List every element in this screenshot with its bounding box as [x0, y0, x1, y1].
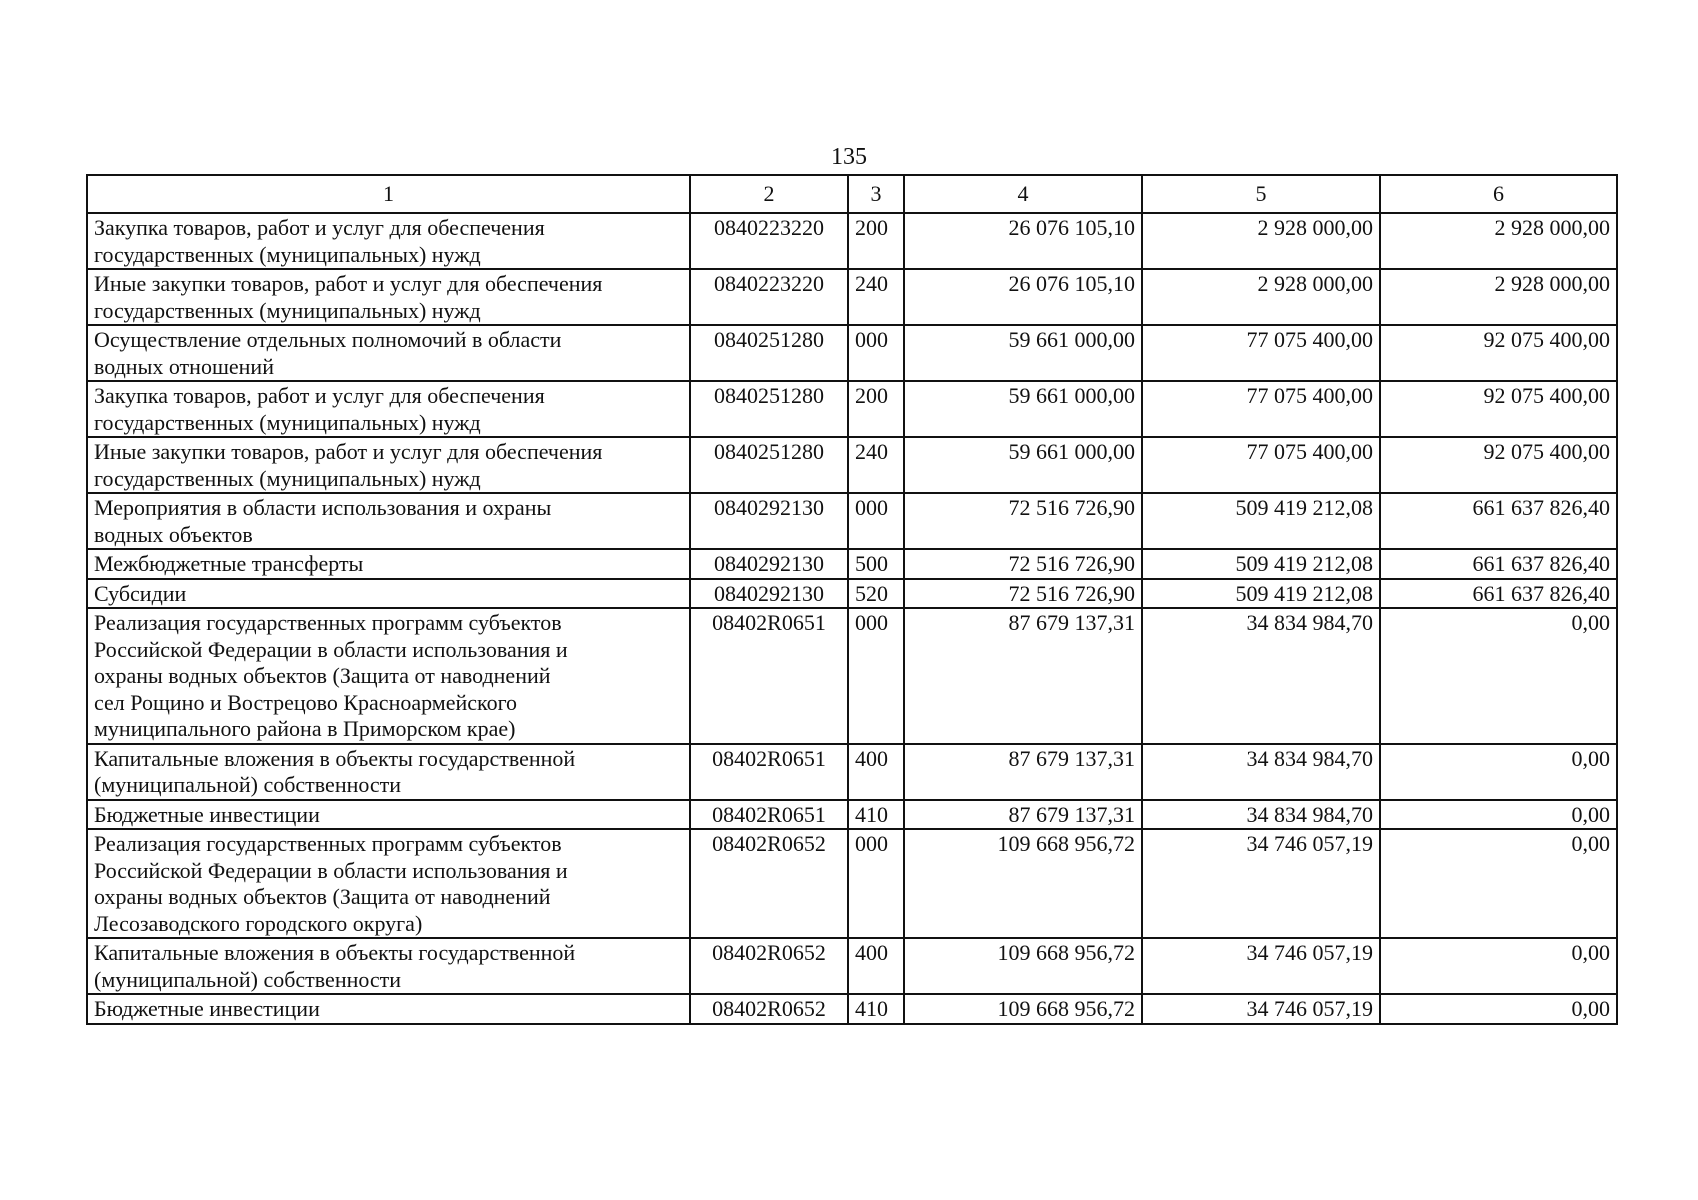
row-description: [87, 938, 690, 994]
table-row: [87, 800, 1617, 830]
description-line: Бюджетные инвестиции: [94, 996, 320, 1021]
table-row: [87, 579, 1617, 609]
description-line: государственных (муниципальных) нужд: [94, 465, 481, 491]
description-line: (муниципальной) собственности: [94, 772, 402, 797]
expense-type-code: 400: [848, 744, 904, 800]
table-row: [87, 381, 1617, 437]
amount-col-4: 26 076 105,10: [904, 269, 1142, 325]
row-description: [87, 381, 690, 437]
amount-col-6: 0,00: [1380, 829, 1617, 938]
amount-col-4: 109 668 956,72: [904, 994, 1142, 1024]
amount-col-6: 0,00: [1380, 608, 1617, 744]
description-line: государственных (муниципальных) нужд: [94, 297, 481, 323]
target-article-code: 0840251280: [690, 437, 848, 493]
amount-col-5: 509 419 212,08: [1142, 579, 1380, 609]
row-description: [87, 744, 690, 800]
expense-type-code: 000: [848, 325, 904, 381]
amount-col-4: 87 679 137,31: [904, 744, 1142, 800]
amount-col-6: 2 928 000,00: [1380, 213, 1617, 269]
expense-type-code: 000: [848, 829, 904, 938]
target-article-code: 0840223220: [690, 269, 848, 325]
expense-type-code: 240: [848, 269, 904, 325]
description-line: Иные закупки товаров, работ и услуг для обеспечения: [94, 271, 603, 296]
target-article-code: 0840292130: [690, 549, 848, 579]
row-description: [87, 829, 690, 938]
column-header: 5: [1142, 175, 1380, 213]
row-description: [87, 213, 690, 269]
amount-col-6: 661 637 826,40: [1380, 549, 1617, 579]
amount-col-4: 87 679 137,31: [904, 800, 1142, 830]
amount-col-5: 2 928 000,00: [1142, 269, 1380, 325]
amount-col-5: 34 746 057,19: [1142, 994, 1380, 1024]
table-row: [87, 437, 1617, 493]
row-description: [87, 994, 690, 1024]
table-row: [87, 269, 1617, 325]
target-article-code: 0840223220: [690, 213, 848, 269]
description-line: сел Рощино и Вострецово Красноармейского: [94, 689, 518, 715]
expense-type-code: 520: [848, 579, 904, 609]
table-body: [87, 213, 1617, 1024]
description-line: Российской Федерации в области использования и: [94, 636, 568, 662]
description-line: муниципального района в Приморском крае): [94, 716, 516, 741]
description-line: Закупка товаров, работ и услуг для обеспечения: [94, 383, 545, 408]
amount-col-5: 77 075 400,00: [1142, 437, 1380, 493]
description-line: Иные закупки товаров, работ и услуг для обеспечения: [94, 439, 603, 464]
description-line: охраны водных объектов (Защита от наводнений: [94, 884, 551, 909]
amount-col-6: 2 928 000,00: [1380, 269, 1617, 325]
page-number: 135: [831, 144, 867, 170]
amount-col-5: 77 075 400,00: [1142, 381, 1380, 437]
amount-col-6: 0,00: [1380, 800, 1617, 830]
description-line: Бюджетные инвестиции: [94, 801, 320, 827]
row-description: [87, 549, 690, 579]
description-line: Российской Федерации в области использования и: [94, 857, 568, 883]
amount-col-6: 92 075 400,00: [1380, 437, 1617, 493]
table-row: [87, 549, 1617, 579]
description-line: государственных (муниципальных) нужд: [94, 241, 481, 267]
amount-col-6: 92 075 400,00: [1380, 325, 1617, 381]
amount-col-5: 2 928 000,00: [1142, 213, 1380, 269]
row-description: [87, 579, 690, 609]
row-description: [87, 437, 690, 493]
description-line: Осуществление отдельных полномочий в области: [94, 327, 562, 352]
expense-type-code: 000: [848, 608, 904, 744]
description-line: Закупка товаров, работ и услуг для обеспечения: [94, 215, 545, 240]
amount-col-5: 34 834 984,70: [1142, 800, 1380, 830]
row-description: [87, 608, 690, 744]
description-line: Реализация государственных программ субъектов: [94, 831, 562, 856]
amount-col-6: 0,00: [1380, 938, 1617, 994]
description-line: Мероприятия в области использования и охраны: [94, 495, 552, 520]
description-line: водных отношений: [94, 353, 274, 379]
table-row: [87, 213, 1617, 269]
table-row: [87, 325, 1617, 381]
column-header: 2: [690, 175, 848, 213]
description-line: Межбюджетные трансферты: [94, 551, 364, 576]
column-header: 4: [904, 175, 1142, 213]
target-article-code: 0840292130: [690, 579, 848, 609]
amount-col-4: 59 661 000,00: [904, 437, 1142, 493]
expense-type-code: 410: [848, 994, 904, 1024]
amount-col-4: 59 661 000,00: [904, 381, 1142, 437]
description-line: охраны водных объектов (Защита от наводнений: [94, 663, 551, 688]
expense-type-code: 400: [848, 938, 904, 994]
column-header: 3: [848, 175, 904, 213]
amount-col-5: 34 746 057,19: [1142, 829, 1380, 938]
description-line: (муниципальной) собственности: [94, 966, 402, 992]
target-article-code: 08402R0652: [690, 829, 848, 938]
budget-table: [86, 174, 1618, 1025]
amount-col-5: 34 746 057,19: [1142, 938, 1380, 994]
table-row: [87, 493, 1617, 549]
amount-col-4: 72 516 726,90: [904, 549, 1142, 579]
row-description: [87, 325, 690, 381]
column-header: 6: [1380, 175, 1617, 213]
expense-type-code: 410: [848, 800, 904, 830]
row-description: [87, 269, 690, 325]
target-article-code: 0840292130: [690, 493, 848, 549]
table-row: [87, 829, 1617, 938]
expense-type-code: 200: [848, 381, 904, 437]
description-line: Капитальные вложения в объекты государственной: [94, 940, 576, 965]
amount-col-5: 509 419 212,08: [1142, 549, 1380, 579]
target-article-code: 08402R0652: [690, 938, 848, 994]
target-article-code: 08402R0651: [690, 608, 848, 744]
amount-col-4: 59 661 000,00: [904, 325, 1142, 381]
table-row: [87, 608, 1617, 744]
expense-type-code: 000: [848, 493, 904, 549]
amount-col-4: 26 076 105,10: [904, 213, 1142, 269]
description-line: Субсидии: [94, 580, 187, 606]
table-row: [87, 938, 1617, 994]
amount-col-5: 77 075 400,00: [1142, 325, 1380, 381]
amount-col-4: 87 679 137,31: [904, 608, 1142, 744]
description-line: водных объектов: [94, 521, 253, 547]
expense-type-code: 500: [848, 549, 904, 579]
amount-col-4: 72 516 726,90: [904, 579, 1142, 609]
target-article-code: 0840251280: [690, 325, 848, 381]
description-line: Лесозаводского городского округа): [94, 910, 423, 936]
amount-col-5: 34 834 984,70: [1142, 744, 1380, 800]
target-article-code: 0840251280: [690, 381, 848, 437]
target-article-code: 08402R0652: [690, 994, 848, 1024]
table-row: [87, 994, 1617, 1024]
expense-type-code: 200: [848, 213, 904, 269]
amount-col-6: 92 075 400,00: [1380, 381, 1617, 437]
amount-col-6: 0,00: [1380, 744, 1617, 800]
row-description: [87, 493, 690, 549]
description-line: Реализация государственных программ субъектов: [94, 610, 562, 635]
amount-col-6: 661 637 826,40: [1380, 579, 1617, 609]
amount-col-6: 661 637 826,40: [1380, 493, 1617, 549]
description-line: государственных (муниципальных) нужд: [94, 409, 481, 435]
target-article-code: 08402R0651: [690, 800, 848, 830]
amount-col-5: 509 419 212,08: [1142, 493, 1380, 549]
amount-col-5: 34 834 984,70: [1142, 608, 1380, 744]
table-header-row: [87, 175, 1617, 213]
amount-col-6: 0,00: [1380, 994, 1617, 1024]
expense-type-code: 240: [848, 437, 904, 493]
amount-col-4: 109 668 956,72: [904, 829, 1142, 938]
target-article-code: 08402R0651: [690, 744, 848, 800]
description-line: Капитальные вложения в объекты государственной: [94, 745, 576, 771]
row-description: [87, 800, 690, 830]
amount-col-4: 109 668 956,72: [904, 938, 1142, 994]
amount-col-4: 72 516 726,90: [904, 493, 1142, 549]
table-row: [87, 744, 1617, 800]
column-header: 1: [87, 175, 690, 213]
